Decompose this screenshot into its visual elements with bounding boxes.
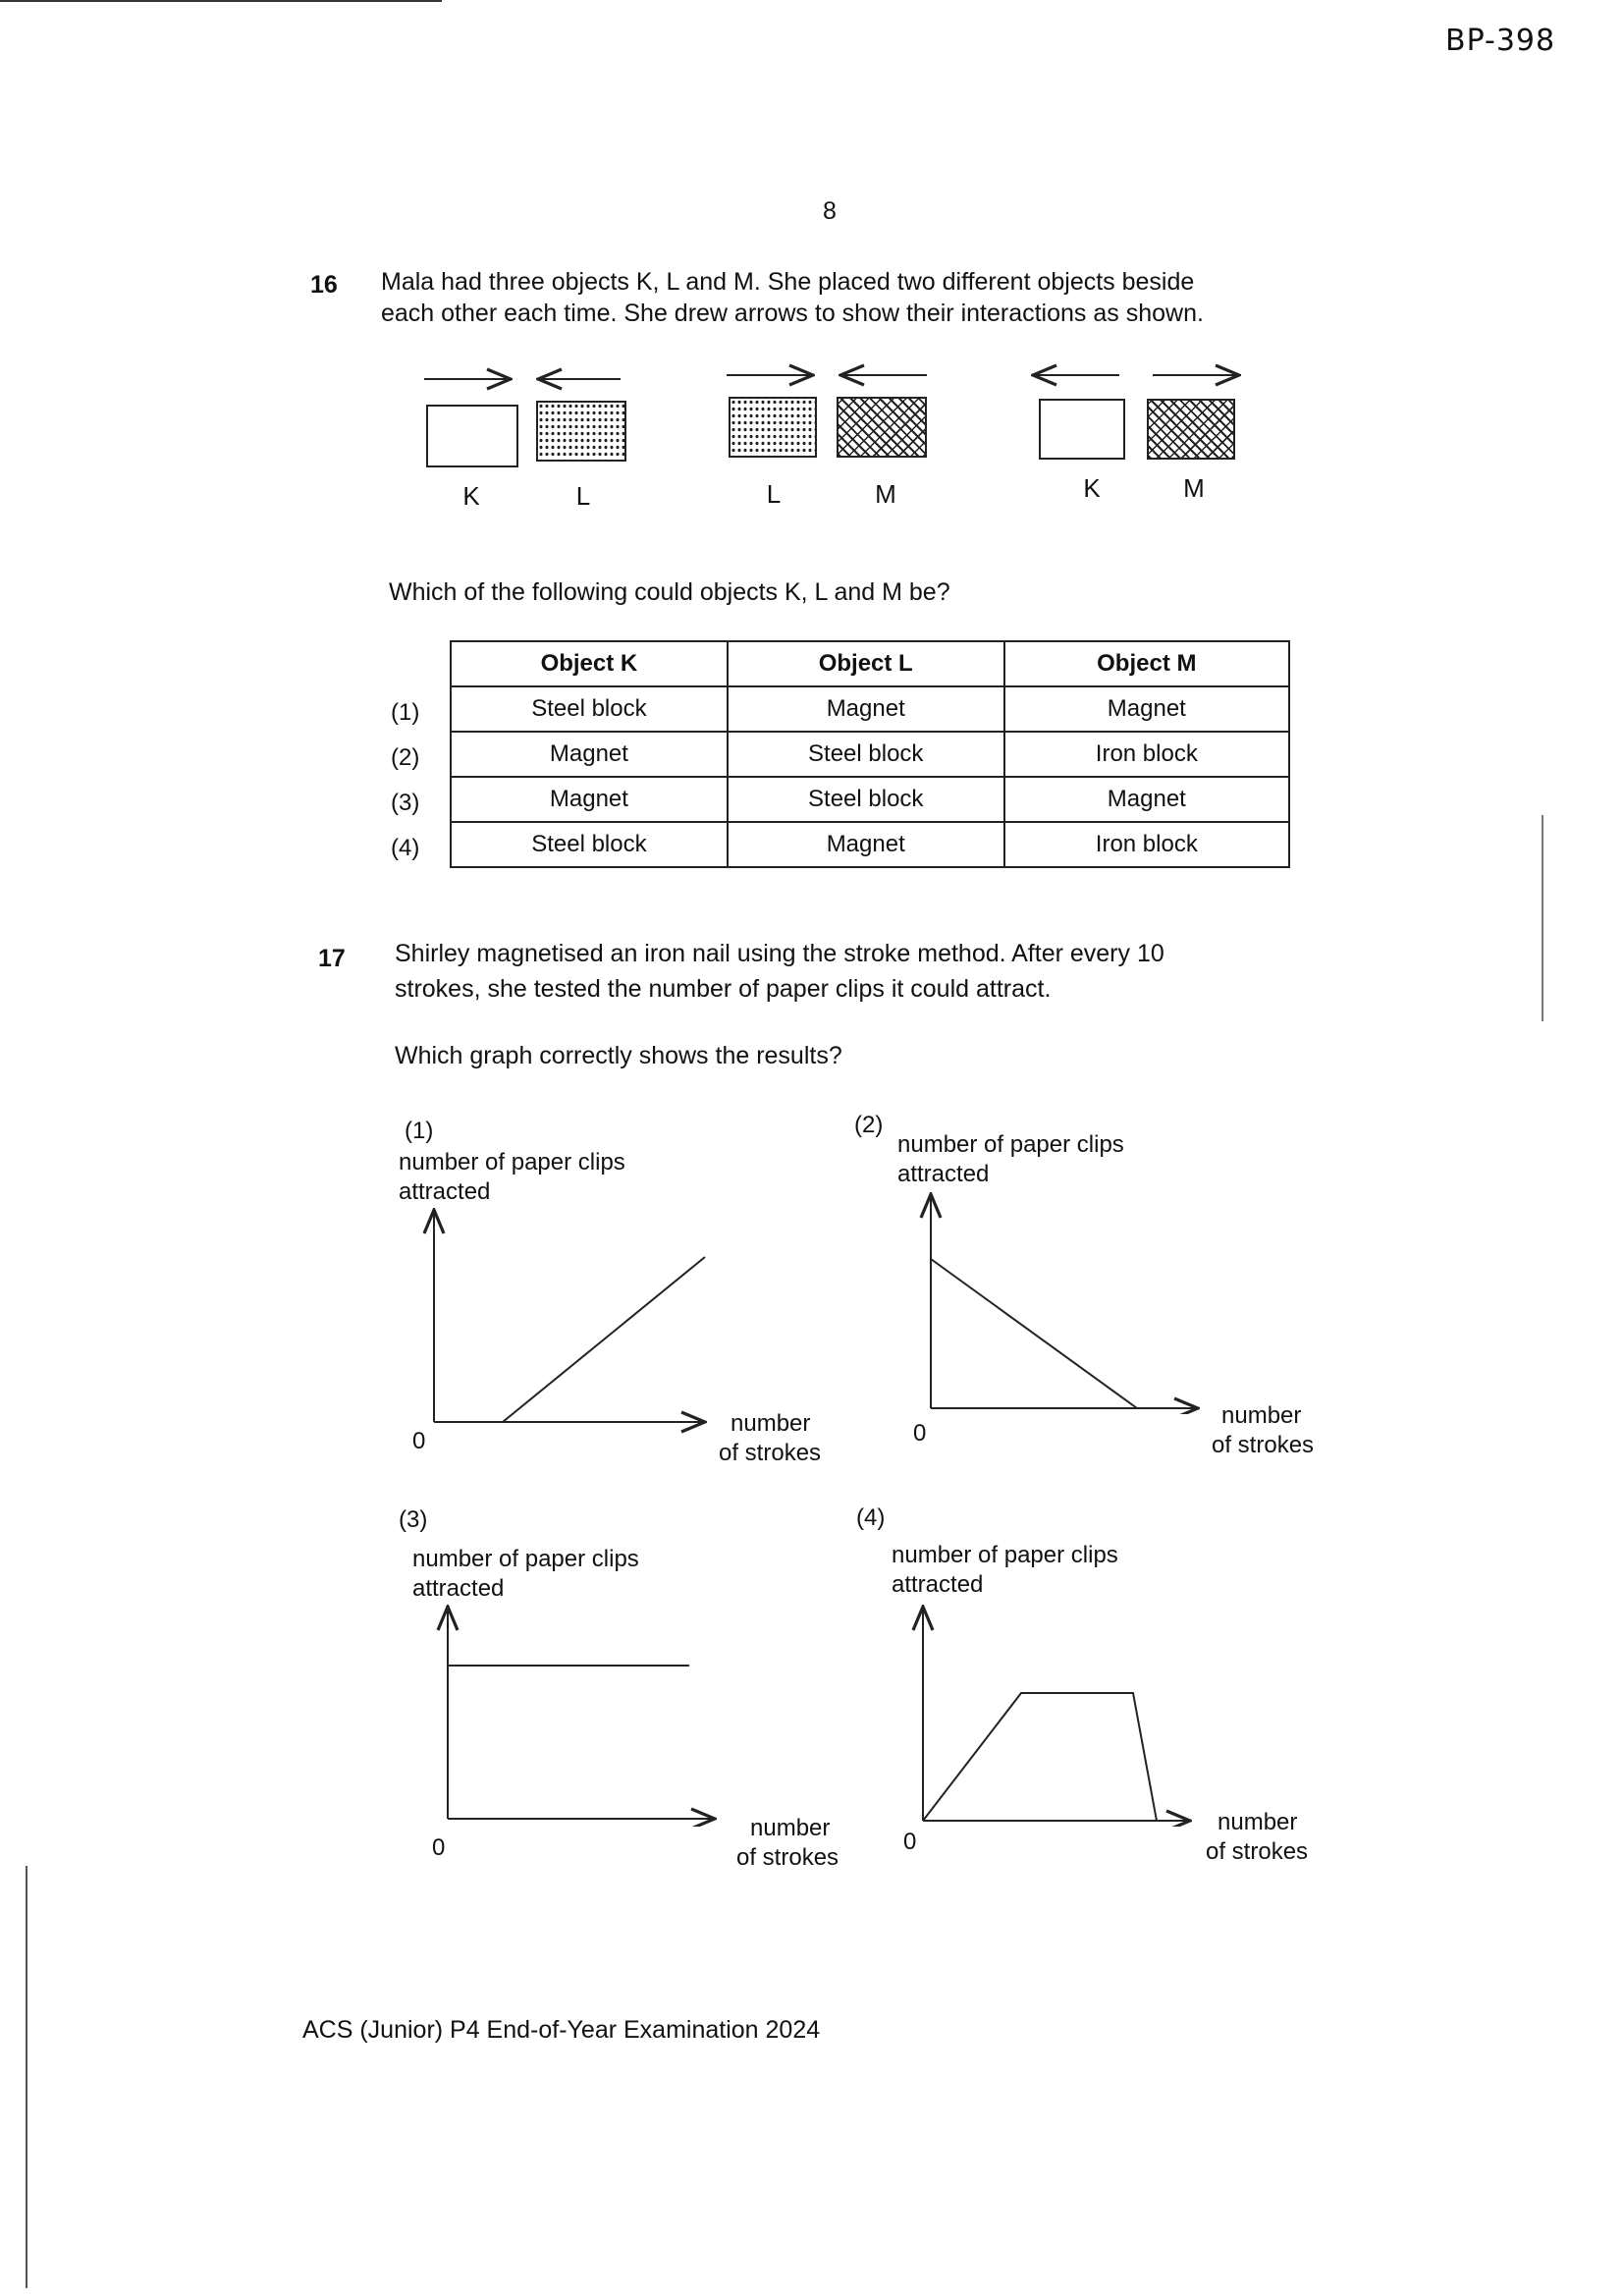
object-k-block: [1039, 399, 1125, 460]
header-object-l: Object L: [728, 641, 1004, 686]
scan-left-margin-line: [26, 1866, 27, 2288]
q16-number: 16: [310, 271, 338, 299]
object-l-block: [536, 401, 626, 462]
option-label: (3): [391, 790, 420, 816]
graph4-plot: [903, 1601, 1198, 1827]
option-label: (2): [391, 744, 420, 771]
q16-text-line1: Mala had three objects K, L and M. She placed two different objects beside: [381, 268, 1195, 296]
graph4-origin: 0: [903, 1829, 917, 1855]
document-code: BP-398: [1445, 24, 1556, 58]
graph4-option-label: (4): [856, 1504, 886, 1531]
graph3-ylabel-line1: number of paper clips: [412, 1546, 639, 1572]
table-cell: Steel block: [451, 686, 728, 732]
pair2-right-label: M: [875, 479, 896, 509]
table-row: [451, 777, 1289, 822]
table-cell: Magnet: [728, 822, 1004, 867]
graph3-ylabel-line2: attracted: [412, 1575, 505, 1602]
scan-edge-line: [0, 0, 442, 2]
graph4-ylabel-line2: attracted: [892, 1571, 984, 1598]
option-label: (1): [391, 699, 420, 726]
graph2-plot: [911, 1188, 1206, 1414]
table-cell: Iron block: [1004, 822, 1289, 867]
graph2-ylabel-line1: number of paper clips: [897, 1131, 1124, 1158]
pair1-right-label: L: [575, 481, 591, 511]
graph4-ylabel-line1: number of paper clips: [892, 1542, 1118, 1568]
table-header-row: [451, 641, 1289, 686]
graph1-xlabel-line2: of strokes: [719, 1440, 822, 1466]
object-l-block: [729, 397, 817, 458]
table-row: [451, 686, 1289, 732]
table-row: [451, 822, 1289, 867]
graph2-line: [931, 1259, 1137, 1408]
footer-exam-title: ACS (Junior) P4 End-of-Year Examination 2024: [302, 2016, 821, 2044]
table-cell: Magnet: [728, 686, 1004, 732]
graph1-ylabel-line1: number of paper clips: [399, 1149, 625, 1175]
table-row: [451, 732, 1289, 777]
object-k-block: [426, 405, 518, 467]
graph3-plot: [428, 1601, 723, 1827]
graph4-xlabel-line1: number: [1218, 1809, 1298, 1835]
graph1-option-label: (1): [405, 1118, 434, 1144]
graph3-origin: 0: [432, 1834, 446, 1861]
pair3-left-label: K: [1083, 473, 1101, 503]
table-cell: Magnet: [451, 777, 728, 822]
scan-right-margin-line: [1542, 815, 1543, 1021]
graph2-ylabel-line2: attracted: [897, 1161, 990, 1187]
q16-options-table: [450, 640, 1290, 868]
graph3-xlabel-line1: number: [750, 1815, 831, 1841]
graph2-xlabel-line2: of strokes: [1212, 1432, 1315, 1458]
q17-text-line1: Shirley magnetised an iron nail using the stroke method. After every 10: [395, 940, 1164, 967]
option-label: (4): [391, 835, 420, 861]
table-cell: Steel block: [728, 732, 1004, 777]
q17-text-line2: strokes, she tested the number of paper clips it could attract.: [395, 975, 1052, 1003]
q17-number: 17: [318, 945, 346, 972]
graph4-xlabel-line2: of strokes: [1206, 1838, 1309, 1865]
graph1-origin: 0: [412, 1428, 426, 1454]
page-number: 8: [823, 197, 837, 225]
pair3-right-label: M: [1183, 473, 1205, 503]
graph1-xlabel-line1: number: [731, 1410, 811, 1437]
table-cell: Magnet: [1004, 777, 1289, 822]
table-cell: Magnet: [1004, 686, 1289, 732]
pair1-left-label: K: [462, 481, 480, 511]
table-cell: Steel block: [728, 777, 1004, 822]
q16-question: Which of the following could objects K, L and M be?: [389, 578, 950, 606]
object-m-block: [1147, 399, 1235, 460]
graph3-xlabel-line2: of strokes: [736, 1844, 839, 1871]
graph1-ylabel-line2: attracted: [399, 1178, 491, 1205]
graph2-origin: 0: [913, 1420, 927, 1447]
table-cell: Steel block: [451, 822, 728, 867]
q17-question: Which graph correctly shows the results?: [395, 1042, 842, 1069]
table-cell: Iron block: [1004, 732, 1289, 777]
table-cell: Magnet: [451, 732, 728, 777]
pair2-left-label: L: [766, 479, 782, 509]
header-object-m: Object M: [1004, 641, 1289, 686]
graph2-option-label: (2): [854, 1112, 884, 1138]
graph1-line: [503, 1257, 705, 1422]
q16-text-line2: each other each time. She drew arrows to show their interactions as shown.: [381, 300, 1204, 327]
graph4-line: [923, 1693, 1157, 1821]
graph2-xlabel-line1: number: [1221, 1402, 1302, 1429]
graph3-option-label: (3): [399, 1506, 428, 1533]
object-m-block: [837, 397, 927, 458]
header-object-k: Object K: [451, 641, 728, 686]
graph1-plot: [412, 1204, 727, 1440]
